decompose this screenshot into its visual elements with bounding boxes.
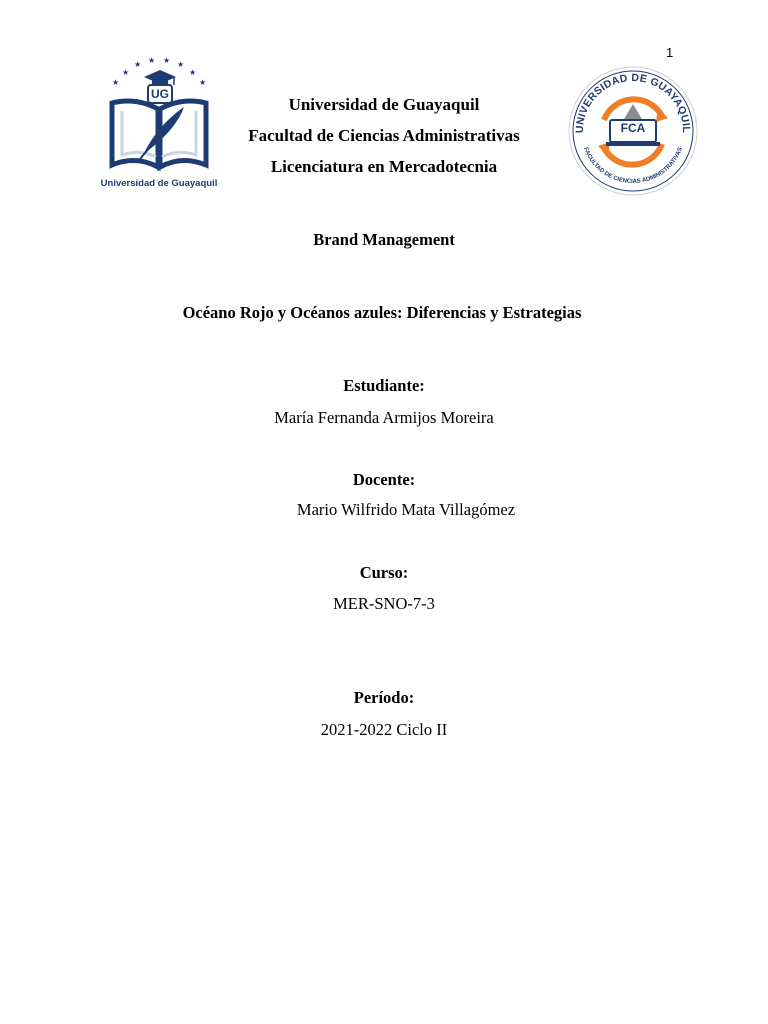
seal-center-text: FCA xyxy=(620,121,646,135)
period-value: 2021-2022 Ciclo II xyxy=(320,720,448,739)
svg-text:★: ★ xyxy=(134,60,142,69)
svg-text:★: ★ xyxy=(148,56,156,65)
university-name: Universidad de Guayaquil xyxy=(288,95,480,114)
period-label: Período: xyxy=(353,688,415,707)
seal-ring-top-text: UNIVERSIDAD DE GUAYAQUIL xyxy=(573,71,693,134)
svg-text:★: ★ xyxy=(163,56,171,65)
university-logo-caption: Universidad de Guayaquil xyxy=(100,178,218,189)
teacher-label: Docente: xyxy=(352,470,416,489)
svg-text:★: ★ xyxy=(122,68,130,77)
course-label: Curso: xyxy=(359,563,409,582)
teacher-name: Mario Wilfrido Mata Villagómez xyxy=(296,500,516,519)
student-name: María Fernanda Armijos Moreira xyxy=(274,408,494,427)
faculty-name: Facultad de Ciencias Administrativas xyxy=(248,126,520,145)
program-name: Licenciatura en Mercadotecnia xyxy=(270,157,498,176)
seal-ring-bottom-text: FACULTAD DE CIENCIAS ADMINISTRATIVAS xyxy=(582,146,684,186)
page-number: 1 xyxy=(666,45,674,60)
course-code: MER-SNO-7-3 xyxy=(333,594,435,613)
svg-text:★: ★ xyxy=(112,78,120,87)
svg-text:★: ★ xyxy=(189,68,197,77)
svg-text:★: ★ xyxy=(177,60,185,69)
subject-title: Brand Management xyxy=(313,230,455,249)
ug-monogram: UG xyxy=(151,87,169,101)
student-label: Estudiante: xyxy=(343,376,425,395)
svg-text:★: ★ xyxy=(199,78,207,87)
topic-title: Océano Rojo y Océanos azules: Diferencias y Estrategias xyxy=(182,303,582,322)
